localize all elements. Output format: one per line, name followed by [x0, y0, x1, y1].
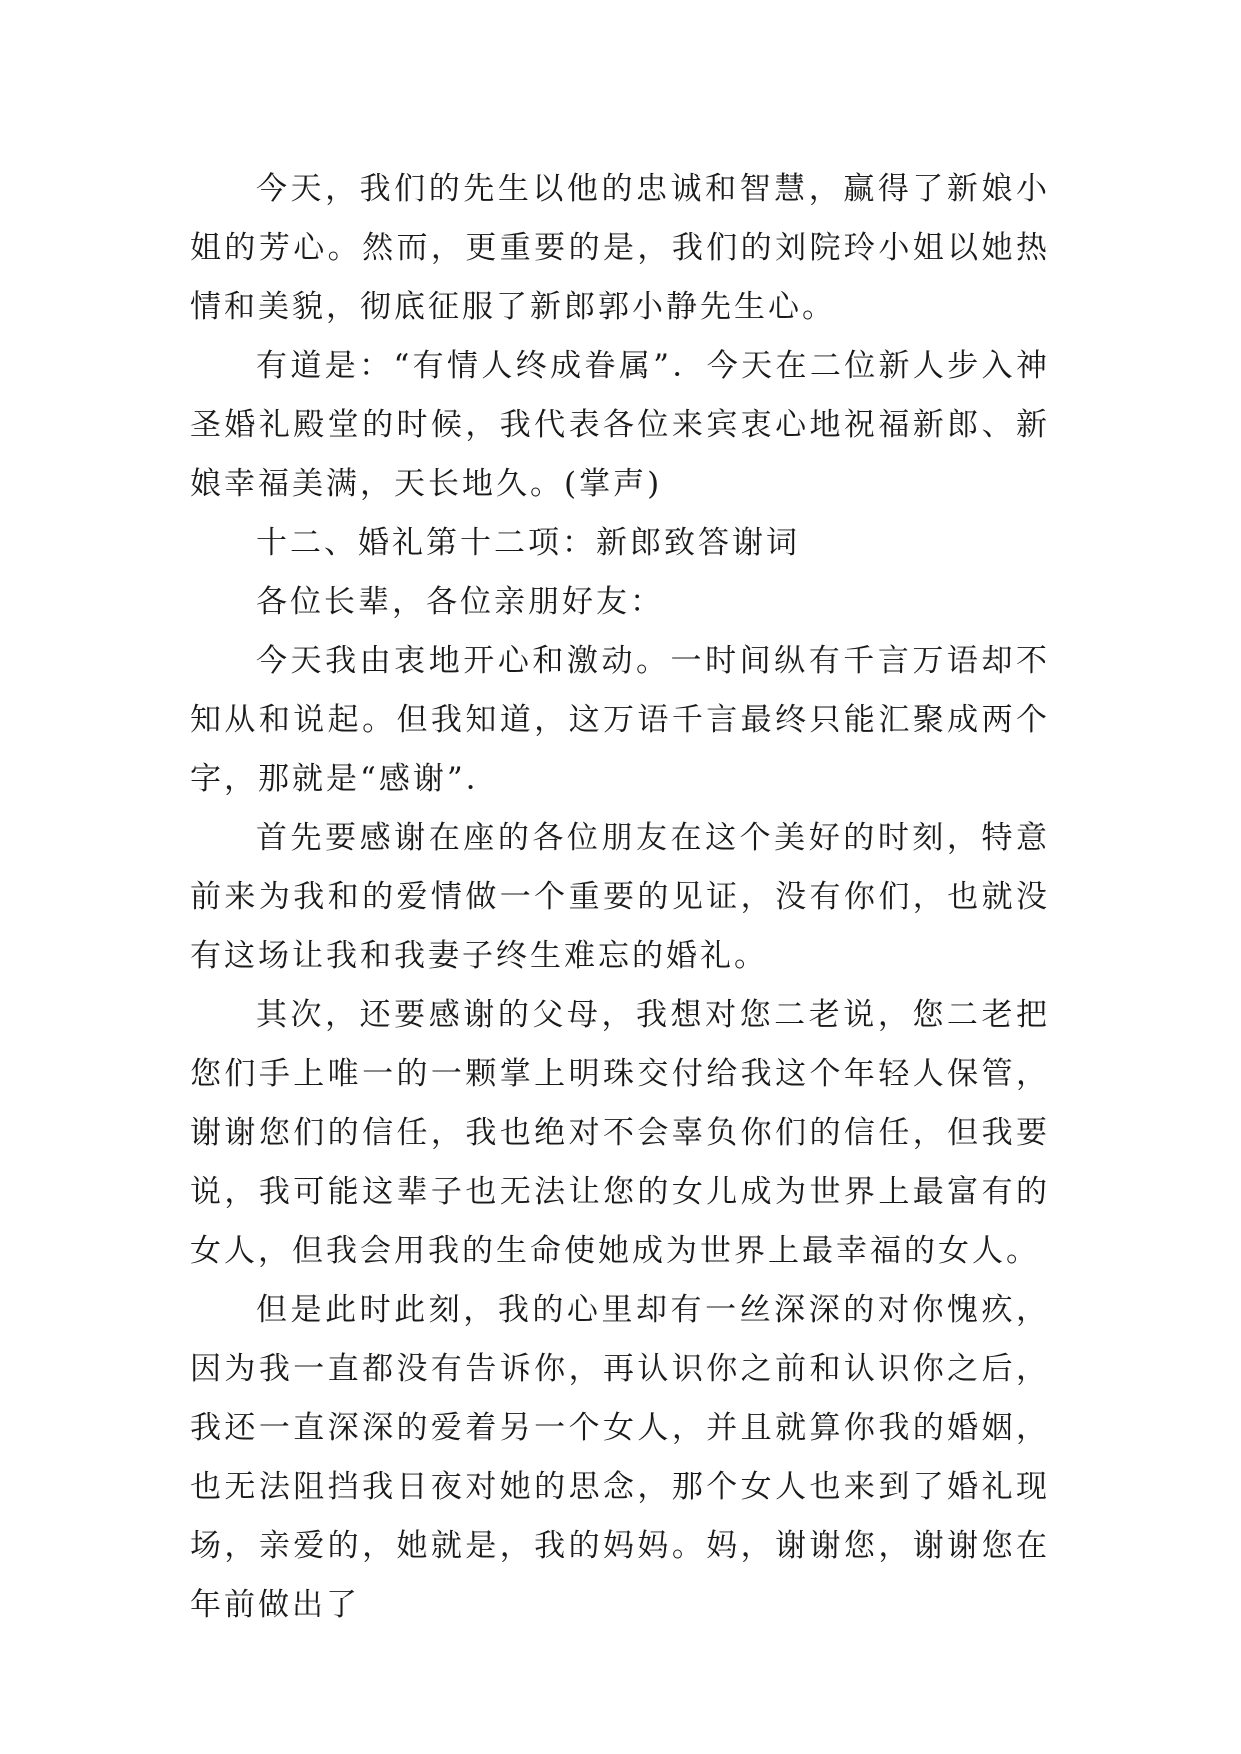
paragraph-thanks-parents: 其次，还要感谢的父母，我想对您二老说，您二老把您们手上唯一的一颗掌上明珠交付给我这个年轻人保管，谢谢您们的信任，我也绝对不会辜负你们的信任，但我要说，我可能这辈子也无法让您的女儿成为世界上最富有的女人，但我会用我的生命使她成为世界上最幸福的女人。: [190, 997, 1050, 1269]
paragraph-thanks-friends: 首先要感谢在座的各位朋友在这个美好的时刻，特意前来为我和的爱情做一个重要的见证，没有你们，也就没有这场让我和我妻子终生难忘的婚礼。: [190, 820, 1050, 974]
paragraph-intro: 今天，我们的先生以他的忠诚和智慧，赢得了新娘小姐的芳心。然而，更重要的是，我们的刘院玲小姐以她热情和美貌，彻底征服了新郎郭小静先生心。: [190, 171, 1050, 325]
paragraph-thanks-intro: 今天我由衷地开心和激动。一时间纵有千言万语却不知从和说起。但我知道，这万语千言最终只能汇聚成两个字，那就是“感谢”．: [190, 643, 1050, 797]
paragraph-blessing: 有道是：“有情人终成眷属”．今天在二位新人步入神圣婚礼殿堂的时候，我代表各位来宾衷心地祝福新郎、新娘幸福美满，天长地久。(掌声): [190, 348, 1050, 502]
document-body: [190, 160, 1050, 1635]
paragraph-salutation: 各位长辈，各位亲朋好友：: [256, 584, 664, 620]
section-heading: 十二、婚礼第十二项：新郎致答谢词: [256, 525, 800, 561]
paragraph-mother: 但是此时此刻，我的心里却有一丝深深的对你愧疚，因为我一直都没有告诉你，再认识你之前和认识你之后，我还一直深深的爱着另一个女人，并且就算你我的婚姻，也无法阻挡我日夜对她的思念，那个女人也来到了婚礼现场，亲爱的，她就是，我的妈妈。妈，谢谢您，谢谢您在年前做出了: [190, 1292, 1050, 1623]
